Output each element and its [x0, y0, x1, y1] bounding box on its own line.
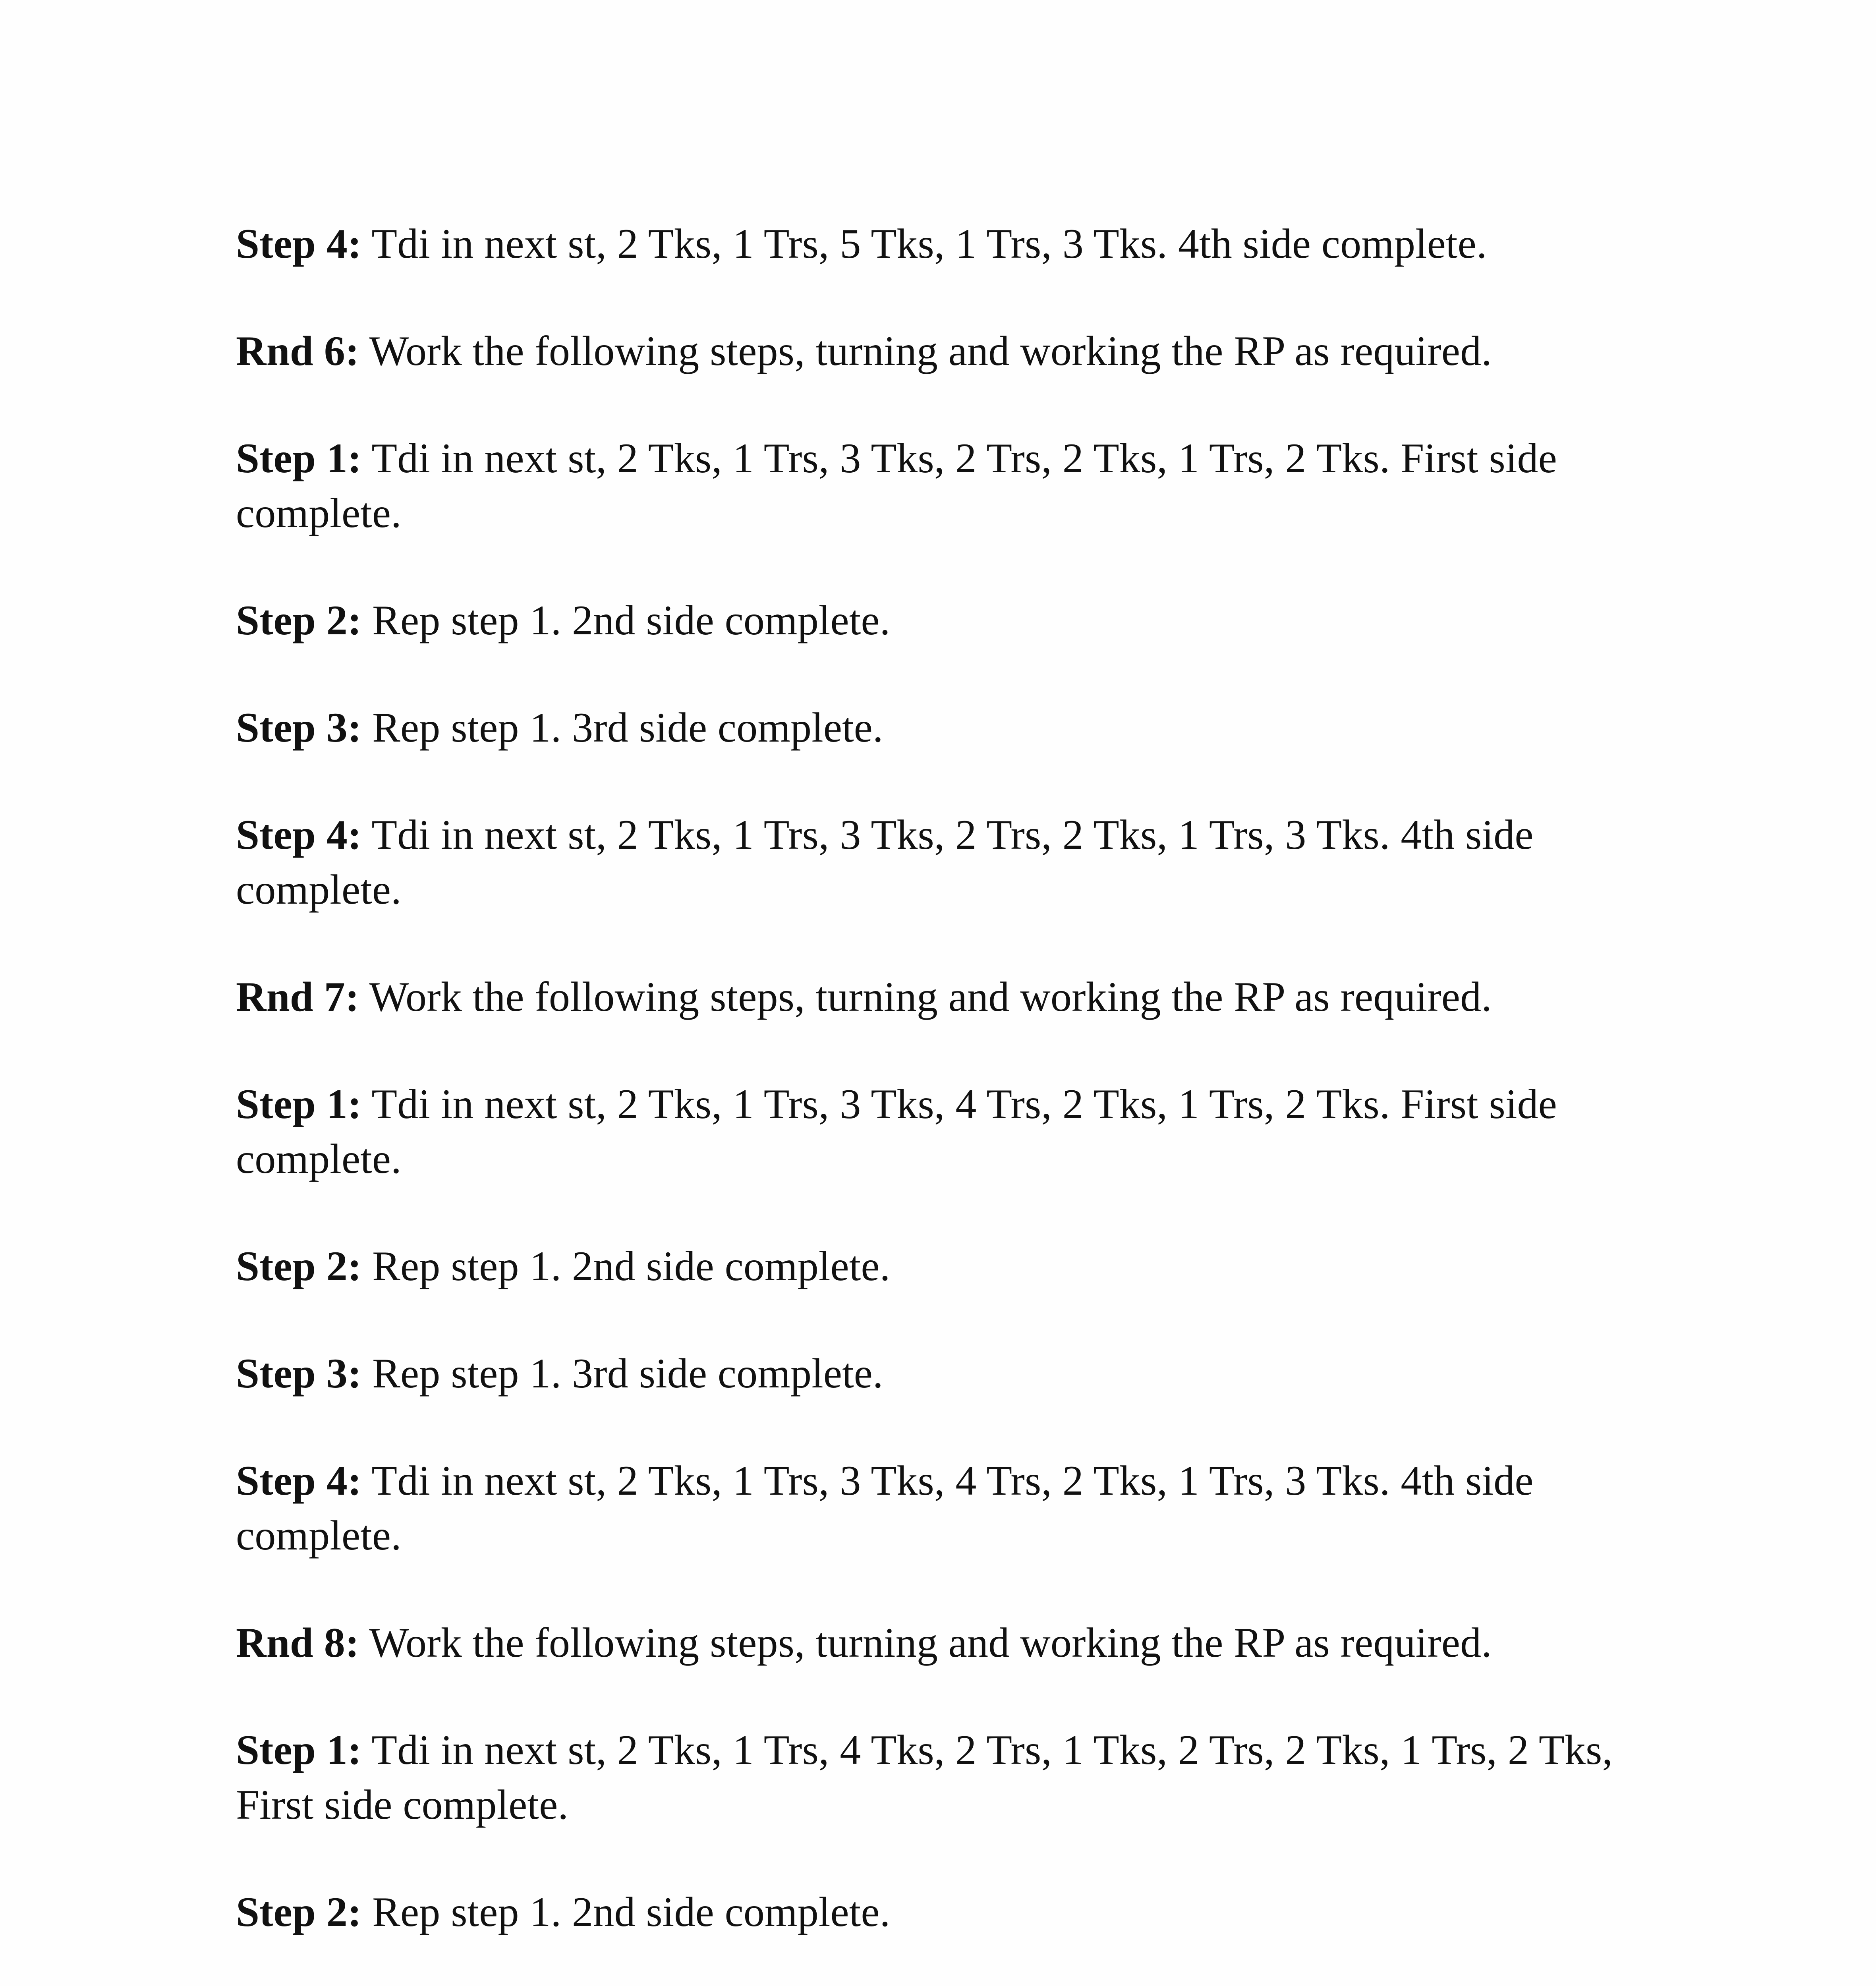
paragraph-text: Rep step 1. 2nd side complete.	[361, 1243, 891, 1289]
paragraph-text: Rep step 1. 3rd side complete.	[361, 1350, 883, 1397]
paragraph-rnd-6-step-1	[236, 431, 1650, 541]
paragraph-rnd-7	[236, 970, 1650, 1024]
paragraph-text: Tdi in next st, 2 Tks, 1 Trs, 5 Tks, 1 Trs, 3 Tks. 4th side complete.	[361, 220, 1487, 267]
paragraph-text: Rep step 1. 2nd side complete.	[361, 1889, 891, 1935]
paragraph-text: Rep step 1. 3rd side complete.	[361, 704, 883, 751]
paragraph-label: Step 2:	[236, 1889, 362, 1935]
paragraph-text: Tdi in next st, 2 Tks, 1 Trs, 3 Tks, 4 Trs, 2 Tks, 1 Trs, 3 Tks. 4th side complete.	[236, 1457, 1534, 1559]
paragraph-rnd-7-step-2	[236, 1239, 1650, 1294]
paragraph-label: Step 3:	[236, 704, 362, 751]
paragraph-text: Work the following steps, turning and working the RP as required.	[359, 328, 1492, 374]
paragraph-rnd-6-step-3	[236, 700, 1650, 755]
paragraph-rnd-6	[236, 324, 1650, 379]
paragraph-step-4	[236, 216, 1650, 271]
paragraph-rnd-8-step-1	[236, 1723, 1650, 1832]
paragraph-label: Step 1:	[236, 435, 362, 481]
paragraph-rnd-8-step-2	[236, 1885, 1650, 1940]
paragraph-label: Step 4:	[236, 220, 362, 267]
paragraph-rnd-7-step-1	[236, 1077, 1650, 1186]
paragraph-text: Work the following steps, turning and working the RP as required.	[359, 1619, 1492, 1666]
paragraph-rnd-7-step-3	[236, 1346, 1650, 1401]
paragraph-rnd-7-step-4	[236, 1453, 1650, 1563]
paragraph-label: Rnd 8:	[236, 1619, 359, 1666]
paragraph-label: Step 2:	[236, 597, 362, 643]
paragraph-rnd-6-step-2	[236, 593, 1650, 648]
paragraph-text: Rep step 1. 2nd side complete.	[361, 597, 891, 643]
paragraph-label: Step 1:	[236, 1727, 362, 1773]
paragraph-label: Rnd 6:	[236, 328, 359, 374]
paragraph-rnd-8	[236, 1615, 1650, 1670]
document-body	[236, 216, 1650, 1986]
paragraph-label: Step 1:	[236, 1081, 362, 1127]
paragraph-text: Tdi in next st, 2 Tks, 1 Trs, 3 Tks, 4 Trs, 2 Tks, 1 Trs, 2 Tks. First side complete.	[236, 1081, 1557, 1182]
paragraph-text: Tdi in next st, 2 Tks, 1 Trs, 3 Tks, 2 Trs, 2 Tks, 1 Trs, 2 Tks. First side complete.	[236, 435, 1557, 536]
paragraph-label: Step 3:	[236, 1350, 362, 1397]
paragraph-text: Tdi in next st, 2 Tks, 1 Trs, 4 Tks, 2 Trs, 1 Tks, 2 Trs, 2 Tks, 1 Trs, 2 Tks, First side complete.	[236, 1727, 1613, 1828]
paragraph-label: Step 4:	[236, 1457, 362, 1504]
paragraph-text: Work the following steps, turning and working the RP as required.	[359, 974, 1492, 1020]
paragraph-label: Rnd 7:	[236, 974, 359, 1020]
paragraph-rnd-6-step-4	[236, 808, 1650, 917]
paragraph-label: Step 2:	[236, 1243, 362, 1289]
paragraph-label: Step 4:	[236, 811, 362, 858]
paragraph-text: Tdi in next st, 2 Tks, 1 Trs, 3 Tks, 2 Trs, 2 Tks, 1 Trs, 3 Tks. 4th side complete.	[236, 811, 1534, 913]
